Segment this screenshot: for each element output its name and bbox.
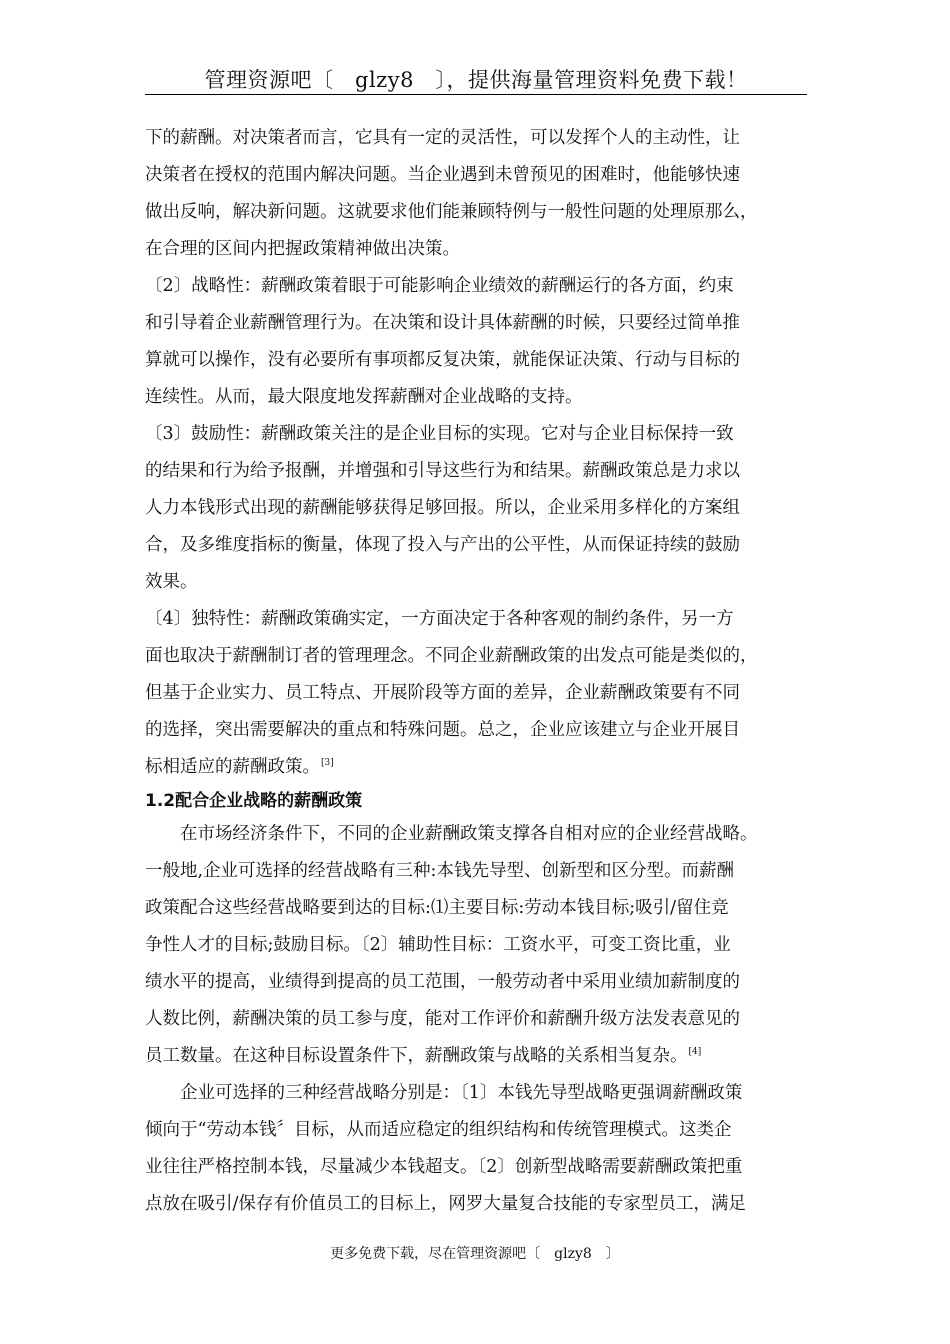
text-line: 绩水平的提高，业绩得到提高的员工范围，一般劳动者中采用业绩加薪制度的 bbox=[145, 972, 740, 992]
text-line: 做出反响，解决新问题。这就要求他们能兼顾特例与一般性问题的处理原那么， bbox=[145, 202, 758, 222]
text-line: 员工数量。在这种目标设置条件下，薪酬政策与战略的关系相当复杂。 bbox=[145, 1046, 688, 1066]
text-line-with-citation bbox=[145, 1038, 807, 1075]
text-line-with-citation bbox=[145, 749, 807, 786]
page-header bbox=[145, 66, 807, 95]
text-line: 〔2〕战略性：薪酬政策着眼于可能影响企业绩效的薪酬运行的各方面，约束 bbox=[145, 276, 734, 296]
text-line: 点放在吸引/保存有价值员工的目标上，网罗大量复合技能的专家型员工，满足 bbox=[145, 1194, 746, 1214]
text-line: 效果。 bbox=[145, 572, 198, 592]
text-line: 决策者在授权的范围内解决问题。当企业遇到未曾预见的困难时，他能够快速 bbox=[145, 165, 740, 185]
text-line: 但基于企业实力、员工特点、开展阶段等方面的差异，企业薪酬政策要有不同 bbox=[145, 683, 740, 703]
text-line: 〔4〕独特性：薪酬政策确实定，一方面决定于各种客观的制约条件，另一方 bbox=[145, 609, 734, 629]
citation-3: [3] bbox=[321, 758, 334, 769]
text-line: 下的薪酬。对决策者而言，它具有一定的灵活性，可以发挥个人的主动性，让 bbox=[145, 128, 740, 148]
text-line: 企业可选择的三种经营战略分别是：〔1〕本钱先导型战略更强调薪酬政策 bbox=[145, 1083, 743, 1103]
document-body bbox=[145, 120, 807, 1223]
footer-text: 更多免费下载，尽在管理资源吧〔 glzy8 〕 bbox=[330, 1246, 620, 1262]
text-line: 算就可以操作，没有必要所有事项都反复决策，就能保证决策、行动与目标的 bbox=[145, 350, 740, 370]
text-line: 人力本钱形式出现的薪酬能够获得足够回报。所以，企业采用多样化的方案组 bbox=[145, 498, 740, 518]
text-line: 人数比例，薪酬决策的员工参与度，能对工作评价和薪酬升级方法发表意见的 bbox=[145, 1009, 740, 1029]
text-line: 标相适应的薪酬政策。 bbox=[145, 757, 320, 777]
text-line: 〔3〕鼓励性：薪酬政策关注的是企业目标的实现。它对与企业目标保持一致 bbox=[145, 424, 734, 444]
text-line: 的结果和行为给予报酬，并增强和引导这些行为和结果。薪酬政策总是力求以 bbox=[145, 461, 740, 481]
text-line: 面也取决于薪酬制订者的管理理念。不同企业薪酬政策的出发点可能是类似的， bbox=[145, 646, 758, 666]
text-line: 和引导着企业薪酬管理行为。在决策和设计具体薪酬的时候，只要经过简单推 bbox=[145, 313, 740, 333]
citation-4: [4] bbox=[688, 1047, 702, 1058]
text-line: 倾向于“劳动本钱〞目标，从而适应稳定的组织结构和传统管理模式。这类企 bbox=[145, 1120, 732, 1140]
page-footer bbox=[0, 1244, 950, 1264]
text-line: 业往往严格控制本钱，尽量减少本钱超支。〔2〕创新型战略需要薪酬政策把重 bbox=[145, 1157, 743, 1177]
header-text: 管理资源吧〔 glzy8 〕，提供海量管理资料免费下载！ bbox=[204, 68, 748, 92]
text-line: 连续性。从而，最大限度地发挥薪酬对企业战略的支持。 bbox=[145, 387, 583, 407]
text-line: 政策配合这些经营战略要到达的目标:⑴主要目标:劳动本钱目标;吸引/留住竞 bbox=[145, 898, 729, 918]
section-heading: 1.2配合企业战略的薪酬政策 bbox=[145, 791, 363, 811]
text-line: 合，及多维度指标的衡量，体现了投入与产出的公平性，从而保证持续的鼓励 bbox=[145, 535, 740, 555]
text-line: 在合理的区间内把握政策精神做出决策。 bbox=[145, 239, 460, 259]
text-line: 在市场经济条件下，不同的企业薪酬政策支撑各自相对应的企业经营战略。 bbox=[145, 824, 758, 844]
text-line: 的选择，突出需要解决的重点和特殊问题。总之，企业应该建立与企业开展目 bbox=[145, 720, 740, 740]
text-line: 一般地,企业可选择的经营战略有三种:本钱先导型、创新型和区分型。而薪酬 bbox=[145, 861, 734, 881]
text-line: 争性人才的目标;鼓励目标。〔2〕辅助性目标：工资水平，可变工资比重，业 bbox=[145, 935, 731, 955]
